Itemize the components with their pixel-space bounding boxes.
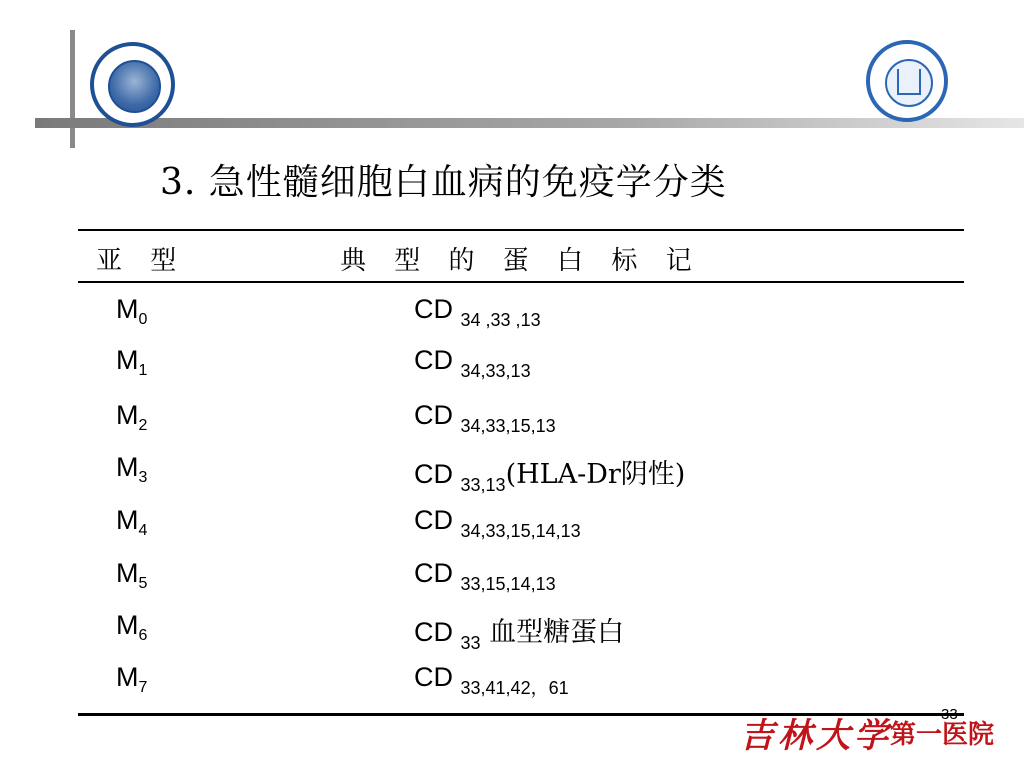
- subtype-cell: $M_4$: [116, 505, 148, 539]
- header-subtype: 亚 型: [96, 246, 187, 276]
- slide-title: 3. 急性髓细胞白血病的免疫学分类: [160, 162, 727, 203]
- table-row: [0, 400, 1024, 456]
- subtype-cell: $M_1$: [116, 345, 148, 379]
- table-header-rule: [78, 281, 964, 283]
- table-row: [0, 294, 1024, 350]
- subtype-cell: $M_5$: [116, 558, 148, 592]
- marker-cell: CD $_{33,41,42,61}$: [414, 662, 569, 698]
- page-number: 33: [941, 706, 958, 723]
- portrait-icon: [108, 60, 161, 113]
- subtype-cell: $M_6$: [116, 610, 148, 644]
- brand-block-text: 第一医院: [890, 720, 995, 750]
- subtype-cell: $M_0$: [116, 294, 148, 328]
- subtype-cell: $M_7$: [116, 662, 148, 696]
- subtype-cell: $M_3$: [116, 452, 148, 486]
- first-hospital-logo: [90, 42, 175, 127]
- decor-vertical-bar: [70, 30, 75, 148]
- table-top-rule: [78, 229, 964, 231]
- marker-cell: CD $_{34,33,15,13}$: [414, 400, 556, 436]
- header-markers: 典 型 的 蛋 白 标 记: [340, 246, 702, 276]
- table-row: [0, 558, 1024, 614]
- marker-cell: CD $_{34,33,13}$: [414, 345, 531, 381]
- table-row: [0, 452, 1024, 508]
- footer-brand: [740, 708, 1010, 754]
- marker-cell: CD $_{33,15,14,13}$: [414, 558, 556, 594]
- table-row: [0, 610, 1024, 666]
- subtype-cell: $M_2$: [116, 400, 148, 434]
- marker-cell: CD $_{34 ,33 ,13}$: [414, 294, 541, 330]
- brand-script-text: 吉林大学: [740, 716, 892, 756]
- table-row: [0, 505, 1024, 561]
- marker-cell: CD $_{34,33,15,14,13}$: [414, 505, 581, 541]
- table-row: [0, 345, 1024, 401]
- gate-icon: [885, 59, 933, 107]
- jilin-university-logo: [866, 40, 948, 122]
- decor-horizontal-bar: [35, 118, 1024, 128]
- marker-cell: CD $_{33,13}$(HLA-Dr阴性): [414, 459, 686, 495]
- marker-cell: CD $_{33}$ 血型糖蛋白: [414, 617, 625, 653]
